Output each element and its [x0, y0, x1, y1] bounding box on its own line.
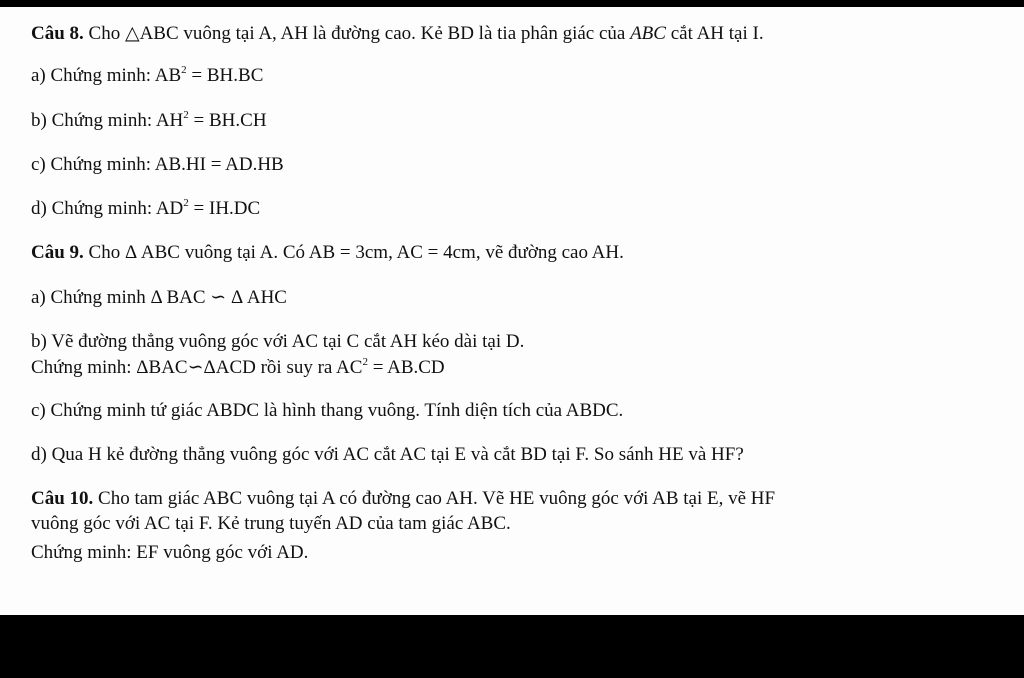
cau8-d-exponent: 2: [183, 197, 189, 209]
cau9-part-b-line1: b) Vẽ đường thẳng vuông góc với AC tại C cắt AH kéo dài tại D.: [31, 331, 525, 352]
cau9-part-d: d) Qua H kẻ đường thẳng vuông góc với AC cắt AC tại E và cắt BD tại F. So sánh HE và HF?: [31, 444, 744, 465]
cau9-label: Câu 9.: [31, 242, 84, 263]
cau8-d-suffix: = IH.DC: [188, 198, 261, 219]
cau9-header: [31, 242, 624, 264]
cau8-text-after: cắt AH tại I.: [665, 23, 764, 44]
cau8-part-b: [31, 110, 267, 132]
cau8-d-prefix: d) Chứng minh: AD: [31, 198, 184, 219]
cau8-abc: ABC: [630, 23, 666, 44]
cau9-part-c: c) Chứng minh tứ giác ABDC là hình thang vuông. Tính diện tích của ABDC.: [31, 400, 624, 421]
cau8-b-prefix: b) Chứng minh: AH: [31, 110, 184, 131]
cau10-line3: Chứng minh: EF vuông góc với AD.: [31, 542, 309, 563]
cau8-b-suffix: = BH.CH: [188, 110, 267, 131]
cau9-b-line2-suffix: = AB.CD: [367, 357, 445, 378]
cau9-part-b-line2: [31, 357, 445, 379]
cau8-a-exponent: 2: [181, 64, 187, 76]
cau8-b-exponent: 2: [183, 109, 189, 121]
document-page: [0, 7, 1024, 615]
cau8-header: [31, 23, 764, 45]
cau10-line1: [31, 488, 775, 510]
cau9-text: Cho Δ ABC vuông tại A. Có AB = 3cm, AC = 4cm, vẽ đường cao AH.: [83, 242, 624, 263]
cau10-label: Câu 10.: [31, 488, 94, 509]
cau8-a-prefix: a) Chứng minh: AB: [31, 65, 182, 86]
cau8-label: Câu 8.: [31, 23, 84, 44]
cau8-part-a: [31, 65, 263, 87]
cau8-text-before: Cho △ABC vuông tại A, AH là đường cao. Kẻ BD là tia phân giác của: [83, 23, 631, 44]
cau8-a-suffix: = BH.BC: [186, 65, 264, 86]
cau10-line1-text: Cho tam giác ABC vuông tại A có đường cao AH. Vẽ HE vuông góc với AB tại E, vẽ HF: [93, 488, 776, 509]
cau10-line2: vuông góc với AC tại F. Kẻ trung tuyến AD của tam giác ABC.: [31, 513, 511, 534]
cau8-part-d: [31, 198, 260, 220]
cau9-part-a: a) Chứng minh Δ BAC ∽ Δ AHC: [31, 287, 287, 308]
cau9-b-line2-prefix: Chứng minh: ΔBAC∽ΔACD rồi suy ra AC: [31, 357, 363, 378]
cau8-part-c: c) Chứng minh: AB.HI = AD.HB: [31, 154, 284, 175]
cau9-b-line2-exponent: 2: [362, 356, 368, 368]
